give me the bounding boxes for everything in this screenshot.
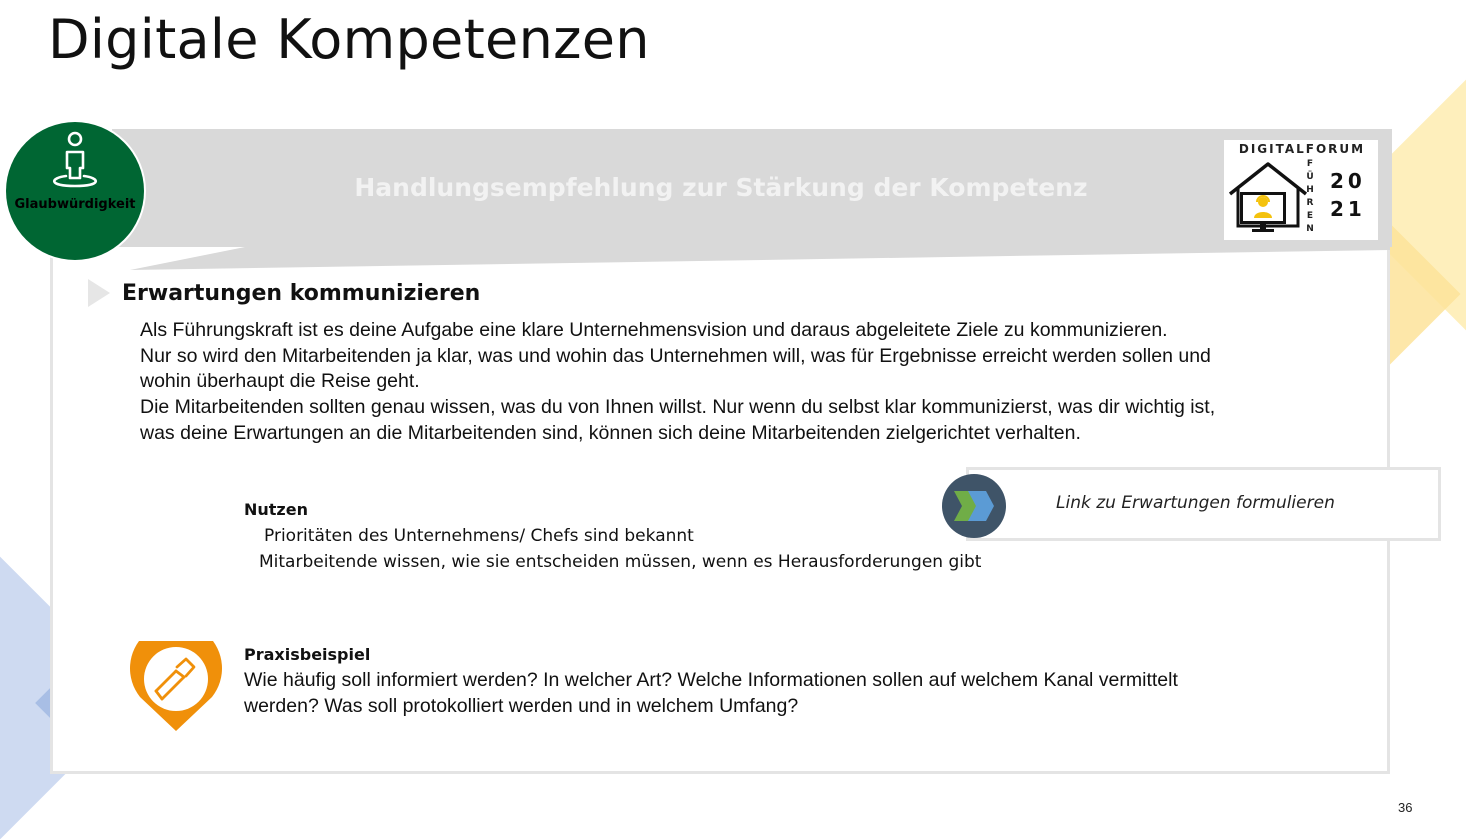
nutzen-item: Mitarbeitende wissen, wie sie entscheiden müssen, wenn es Herausforderungen gibt — [259, 552, 982, 572]
paragraph-line: was deine Erwartungen an die Mitarbeitenden sind, können sich deine Mitarbeitenden zielgerichtet verhalten. — [140, 421, 1081, 444]
praxis-heading: Praxisbeispiel — [244, 645, 371, 664]
page-title: Digitale Kompetenzen — [48, 8, 650, 71]
logo-year-top: 20 — [1330, 169, 1366, 193]
praxis-line: werden? Was soll protokolliert werden und in welchem Umfang? — [244, 694, 799, 717]
competence-label: Glaubwürdigkeit — [14, 197, 136, 212]
praxis-line: Wie häufig soll informiert werden? In welcher Art? Welche Informationen sollen auf welchem Kanal vermittelt — [244, 669, 1178, 691]
banner-tail — [130, 246, 1390, 272]
nutzen-item: Prioritäten des Unternehmens/ Chefs sind bekannt — [264, 526, 694, 546]
logo-year-bottom: 21 — [1330, 197, 1366, 221]
section-paragraph — [140, 318, 1360, 447]
praxis-text — [244, 668, 1344, 719]
paragraph-line: wohin überhaupt die Reise geht. — [140, 370, 420, 393]
paragraph-line: Die Mitarbeitenden sollten genau wissen, was du von Ihnen willst. Nur wenn du selbst klar kommunizierst, was dir wichtig ist, — [140, 396, 1216, 419]
section-arrow-icon — [88, 279, 110, 307]
link-label[interactable]: Link zu Erwartungen formulieren — [1056, 493, 1335, 513]
logo-title: DIGITALFORUM — [1238, 142, 1366, 156]
logo-vertical-word: F Ü H R E N — [1306, 159, 1314, 234]
person-on-platform-icon — [44, 130, 106, 192]
section-heading: Erwartungen kommunizieren — [122, 281, 481, 306]
paragraph-line: Als Führungskraft ist es deine Aufgabe eine klare Unternehmensvision und daraus abgeleitete Ziele zu kommunizieren. — [140, 319, 1168, 341]
page-number: 36 — [1398, 800, 1413, 815]
chevron-arrow-icon[interactable] — [940, 472, 1008, 540]
house-with-monitor-icon — [1228, 160, 1308, 234]
paragraph-line: Nur so wird den Mitarbeitenden ja klar, was und wohin das Unternehmen will, was für Ergebnisse erreicht werden sollen und — [140, 344, 1211, 367]
nutzen-heading: Nutzen — [244, 500, 308, 519]
spyglass-pin-icon — [128, 641, 224, 733]
banner-title: Handlungsempfehlung zur Stärkung der Kompetenz — [354, 173, 1088, 202]
